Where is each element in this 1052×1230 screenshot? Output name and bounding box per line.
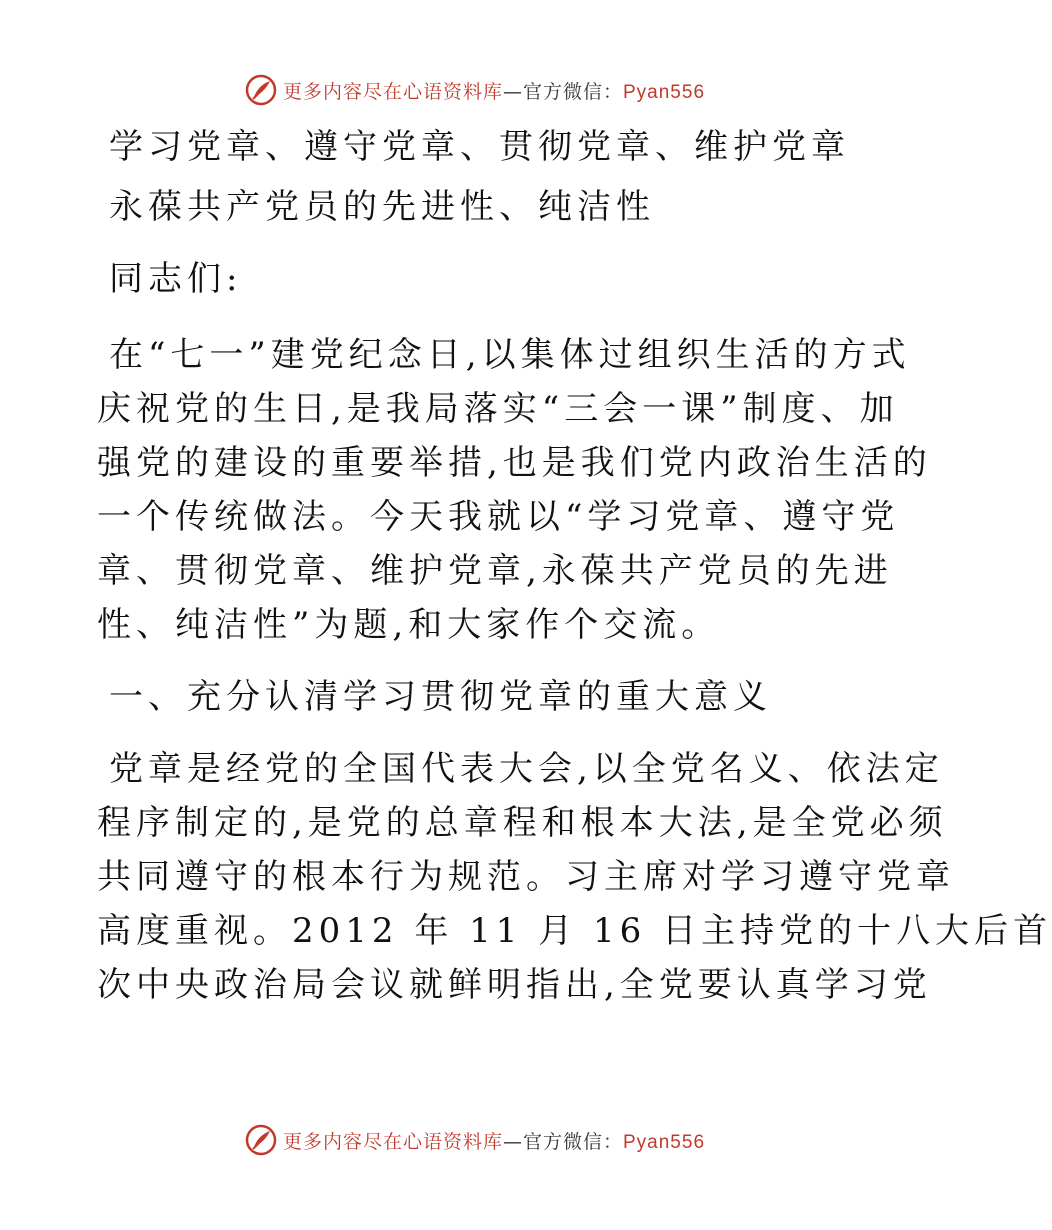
paragraph-line: 强党的建设的重要举措,也是我们党内政治生活的 (97, 443, 932, 483)
watermark-text (283, 1127, 705, 1154)
paragraph-2 (97, 742, 1052, 1012)
paragraph-line: 在“七一”建党纪念日,以集体过组织生活的方式 (109, 335, 911, 375)
paragraph-line: 一个传统做法。今天我就以“学习党章、遵守党 (97, 497, 900, 537)
watermark-text (283, 77, 705, 104)
paragraph-line: 庆祝党的生日,是我局落实“三会一课”制度、加 (97, 389, 899, 429)
section-heading-1: 一、充分认清学习贯彻党章的重大意义 (109, 677, 772, 717)
paragraph-line: 高度重视。2012 年 11 月 16 日主持党的十八大后首 (97, 911, 1052, 951)
watermark-separator: —官方微信： (502, 1130, 623, 1153)
paragraph-line: 程序制定的,是党的总章程和根本大法,是全党必须 (97, 803, 948, 843)
watermark-main: 更多内容尽在心语资料库 (282, 80, 503, 103)
greeting: 同志们: (109, 259, 243, 299)
watermark-id: Pyan556 (623, 81, 706, 103)
paragraph-1 (97, 328, 932, 652)
watermark-separator: —官方微信： (502, 80, 623, 103)
document-body (97, 120, 1052, 1030)
quill-logo-icon (245, 74, 277, 106)
paragraph-line: 党章是经党的全国代表大会,以全党名义、依法定 (109, 749, 944, 789)
paragraph-line: 共同遵守的根本行为规范。习主席对学习遵守党章 (97, 857, 955, 897)
watermark-id: Pyan556 (623, 1131, 706, 1153)
paragraph-line: 次中央政治局会议就鲜明指出,全党要认真学习党 (97, 965, 932, 1005)
header-watermark (0, 70, 950, 110)
document-title-line-1: 学习党章、遵守党章、贯彻党章、维护党章 (109, 127, 850, 167)
paragraph-line: 性、纯洁性”为题,和大家作个交流。 (97, 605, 721, 645)
quill-logo-icon (245, 1124, 277, 1156)
watermark-main: 更多内容尽在心语资料库 (282, 1130, 503, 1153)
paragraph-line: 章、贯彻党章、维护党章,永葆共产党员的先进 (97, 551, 893, 591)
footer-watermark (0, 1120, 950, 1160)
document-title-line-2: 永葆共产党员的先进性、纯洁性 (109, 187, 655, 227)
